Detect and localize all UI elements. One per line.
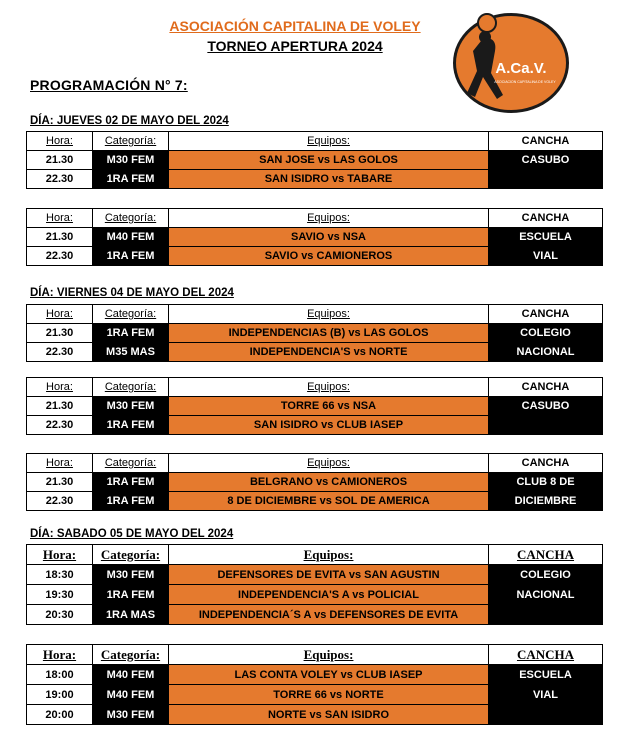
- match-teams: 8 DE DICIEMBRE vs SOL DE AMERICA: [169, 492, 489, 511]
- table-header-row: [27, 545, 603, 565]
- match-teams: SAVIO vs CAMIONEROS: [169, 247, 489, 266]
- logo-subtext: ASOCIACION CAPITALINA DE VOLEY: [494, 80, 556, 84]
- match-court: NACIONAL: [489, 585, 603, 605]
- schedule-table: [26, 377, 603, 435]
- acav-logo: [451, 11, 571, 115]
- match-court: COLEGIO: [489, 565, 603, 585]
- match-time: 22.30: [27, 170, 93, 189]
- match-category: M30 FEM: [93, 705, 169, 725]
- table-row: [27, 605, 603, 625]
- match-teams: LAS CONTA VOLEY vs CLUB IASEP: [169, 665, 489, 685]
- schedule-table: [26, 453, 603, 511]
- header-categoria: Categoría:: [93, 132, 169, 151]
- header-equipos: Equipos:: [169, 645, 489, 665]
- header-hora: Hora:: [27, 454, 93, 473]
- match-court: COLEGIO: [489, 324, 603, 343]
- match-court: [489, 605, 603, 625]
- match-time: 22.30: [27, 343, 93, 362]
- table-row: [27, 324, 603, 343]
- match-teams: SAN ISIDRO vs TABARE: [169, 170, 489, 189]
- tournament-title: TORNEO APERTURA 2024: [207, 38, 383, 54]
- match-category: 1RA MAS: [93, 605, 169, 625]
- header-cancha: CANCHA: [489, 645, 603, 665]
- header-hora: Hora:: [27, 545, 93, 565]
- day-label-friday: DÍA: VIERNES 04 DE MAYO DEL 2024: [30, 287, 234, 299]
- match-category: 1RA FEM: [93, 416, 169, 435]
- table-row: [27, 585, 603, 605]
- match-court: [489, 705, 603, 725]
- match-category: 1RA FEM: [93, 492, 169, 511]
- match-teams: DEFENSORES DE EVITA vs SAN AGUSTIN: [169, 565, 489, 585]
- table-row: [27, 343, 603, 362]
- match-time: 19:30: [27, 585, 93, 605]
- table-row: [27, 685, 603, 705]
- header-cancha: CANCHA: [489, 378, 603, 397]
- match-time: 21.30: [27, 397, 93, 416]
- match-time: 22.30: [27, 247, 93, 266]
- table-header-row: [27, 305, 603, 324]
- schedule-table: [26, 208, 603, 266]
- header-equipos: Equipos:: [169, 132, 489, 151]
- header-cancha: CANCHA: [489, 454, 603, 473]
- header-categoria: Categoría:: [93, 454, 169, 473]
- table-row: [27, 151, 603, 170]
- match-category: M35 MAS: [93, 343, 169, 362]
- header-categoria: Categoría:: [93, 209, 169, 228]
- table-header-row: [27, 209, 603, 228]
- match-category: M40 FEM: [93, 228, 169, 247]
- table-row: [27, 492, 603, 511]
- match-time: 18:30: [27, 565, 93, 585]
- match-teams: INDEPENDENCIA'S A vs POLICIAL: [169, 585, 489, 605]
- match-teams: INDEPENDENCIA'S vs NORTE: [169, 343, 489, 362]
- match-time: 22.30: [27, 416, 93, 435]
- table-header-row: [27, 645, 603, 665]
- table-header-row: [27, 132, 603, 151]
- header-equipos: Equipos:: [169, 454, 489, 473]
- match-court: ESCUELA: [489, 665, 603, 685]
- table-row: [27, 170, 603, 189]
- match-teams: SAN JOSE vs LAS GOLOS: [169, 151, 489, 170]
- association-title: ASOCIACIÓN CAPITALINA DE VOLEY: [169, 18, 421, 34]
- header-categoria: Categoría:: [93, 378, 169, 397]
- match-category: M30 FEM: [93, 565, 169, 585]
- match-category: M30 FEM: [93, 397, 169, 416]
- match-time: 19:00: [27, 685, 93, 705]
- match-time: 20:30: [27, 605, 93, 625]
- match-time: 21.30: [27, 151, 93, 170]
- day-label-saturday: DÍA: SABADO 05 DE MAYO DEL 2024: [30, 528, 234, 540]
- header-hora: Hora:: [27, 209, 93, 228]
- day-label-thursday: DÍA: JUEVES 02 DE MAYO DEL 2024: [30, 115, 229, 127]
- header-equipos: Equipos:: [169, 209, 489, 228]
- header-categoria: Categoría:: [93, 305, 169, 324]
- table-row: [27, 228, 603, 247]
- header-cancha: CANCHA: [489, 132, 603, 151]
- table-row: [27, 416, 603, 435]
- header-hora: Hora:: [27, 132, 93, 151]
- match-teams: TORRE 66 vs NSA: [169, 397, 489, 416]
- match-court: NACIONAL: [489, 343, 603, 362]
- match-teams: SAVIO vs NSA: [169, 228, 489, 247]
- match-category: 1RA FEM: [93, 324, 169, 343]
- match-time: 21.30: [27, 473, 93, 492]
- schedule-table: [26, 304, 603, 362]
- match-time: 18:00: [27, 665, 93, 685]
- match-time: 20:00: [27, 705, 93, 725]
- header-cancha: CANCHA: [489, 545, 603, 565]
- volleyball-icon: [478, 14, 496, 32]
- match-category: 1RA FEM: [93, 473, 169, 492]
- match-teams: SAN ISIDRO vs CLUB IASEP: [169, 416, 489, 435]
- match-category: M30 FEM: [93, 151, 169, 170]
- match-category: M40 FEM: [93, 665, 169, 685]
- match-court: VIAL: [489, 247, 603, 266]
- table-row: [27, 397, 603, 416]
- match-category: 1RA FEM: [93, 247, 169, 266]
- match-time: 21.30: [27, 324, 93, 343]
- table-row: [27, 565, 603, 585]
- match-teams: BELGRANO vs CAMIONEROS: [169, 473, 489, 492]
- match-teams: NORTE vs SAN ISIDRO: [169, 705, 489, 725]
- match-court: CLUB 8 DE: [489, 473, 603, 492]
- schedule-table: [26, 131, 603, 189]
- table-row: [27, 665, 603, 685]
- match-time: 22.30: [27, 492, 93, 511]
- match-court: CASUBO: [489, 397, 603, 416]
- match-court: [489, 416, 603, 435]
- header-cancha: CANCHA: [489, 305, 603, 324]
- match-category: 1RA FEM: [93, 170, 169, 189]
- logo-text: A.Ca.V.: [495, 60, 547, 77]
- match-category: M40 FEM: [93, 685, 169, 705]
- schedule-table: [26, 644, 603, 725]
- table-row: [27, 705, 603, 725]
- match-teams: TORRE 66 vs NORTE: [169, 685, 489, 705]
- match-court: [489, 170, 603, 189]
- header-cancha: CANCHA: [489, 209, 603, 228]
- match-category: 1RA FEM: [93, 585, 169, 605]
- header-hora: Hora:: [27, 378, 93, 397]
- match-teams: INDEPENDENCIAS (B) vs LAS GOLOS: [169, 324, 489, 343]
- programacion-title: PROGRAMACIÓN N° 7:: [30, 77, 188, 93]
- match-court: ESCUELA: [489, 228, 603, 247]
- table-header-row: [27, 454, 603, 473]
- match-time: 21.30: [27, 228, 93, 247]
- header-categoria: Categoría:: [93, 545, 169, 565]
- header-equipos: Equipos:: [169, 545, 489, 565]
- header-categoria: Categoría:: [93, 645, 169, 665]
- table-header-row: [27, 378, 603, 397]
- header-hora: Hora:: [27, 305, 93, 324]
- match-teams: INDEPENDENCIA´S A vs DEFENSORES DE EVITA: [169, 605, 489, 625]
- schedule-table: [26, 544, 603, 625]
- header-equipos: Equipos:: [169, 305, 489, 324]
- table-row: [27, 247, 603, 266]
- header-hora: Hora:: [27, 645, 93, 665]
- table-row: [27, 473, 603, 492]
- match-court: CASUBO: [489, 151, 603, 170]
- match-court: DICIEMBRE: [489, 492, 603, 511]
- match-court: VIAL: [489, 685, 603, 705]
- header-equipos: Equipos:: [169, 378, 489, 397]
